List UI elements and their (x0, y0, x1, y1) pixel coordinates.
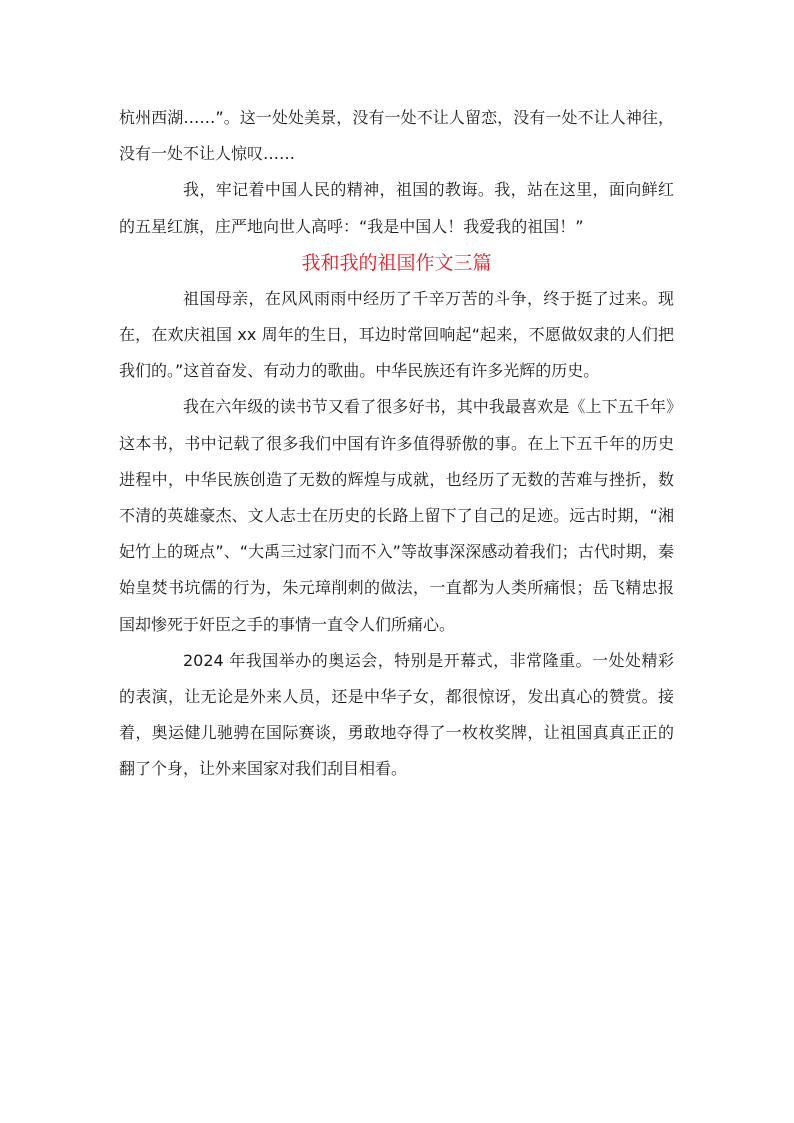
document-page (119, 100, 674, 788)
paragraph: 我在六年级的读书节又看了很多好书，其中我最喜欢是《上下五千年》这本书，书中记载了很多我们中国有许多值得骄傲的事。在上下五千年的历史进程中，中华民族创造了无数的辉煌与成就，也经历了无数的苦难与挫折，数不清的英雄豪杰、文人志士在历史的长路上留下了自己的足迹。远古时期，“湘妃竹上的斑点”、“大禹三过家门而不入”等故事深深感动着我们；古代时期，秦始皇焚书坑儒的行为，朱元璋削刺的做法，一直都为人类所痛恨；岳飞精忠报国却惨死于奸臣之手的事情一直令人们所痛心。 (119, 397, 674, 634)
paragraph: 祖国母亲，在风风雨雨中经历了千辛万苦的斗争，终于挺了过来。现在，在欢庆祖国 xx 周年的生日，耳边时常回响起“起来，不愿做奴隶的人们把我们的。”这首奋发、有动力的歌曲。中华民族还有许多光辉的历史。 (119, 288, 674, 381)
section-heading: 我和我的祖国作文三篇 (301, 251, 492, 274)
paragraph: 2024 年我国举办的奥运会，特别是开幕式，非常隆重。一处处精彩的表演，让无论是外来人员，还是中华子女，都很惊讶，发出真心的赞赏。接着，奥运健儿驰骋在国际赛谈，勇敢地夺得了一枚枚奖牌，让祖国真真正正的翻了个身，让外来国家对我们刮目相看。 (119, 650, 674, 779)
paragraph-continuation: 杭州西湖……”。这一处处美景，没有一处不让人留恋，没有一处不让人神往，没有一处不让人惊叹…… (119, 108, 674, 164)
paragraph: 我，牢记着中国人民的精神，祖国的教诲。我，站在这里，面向鲜红的五星红旗，庄严地向世人高呼：“我是中国人！我爱我的祖国！” (119, 180, 674, 236)
